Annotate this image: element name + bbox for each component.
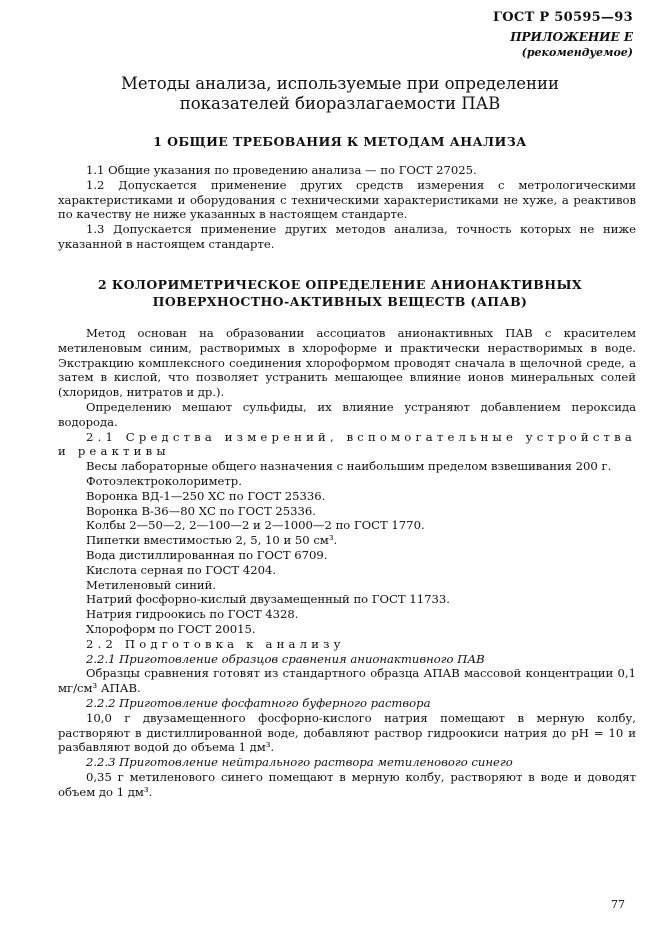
- clause-2-1-heading: 2.1 Средства измерений, вспомогательные устройства и реактивы: [58, 429, 636, 459]
- interference-note: Определению мешают сульфиды, их влияние устраняют добавлением пероксида водорода.: [58, 399, 636, 429]
- page-number: 77: [611, 898, 625, 911]
- equipment-item: Колбы 2—50—2, 2—100—2 и 2—1000—2 по ГОСТ 1770.: [86, 518, 425, 533]
- equipment-item: Натрия гидроокись по ГОСТ 4328.: [86, 607, 299, 622]
- section-2-body: [58, 326, 636, 800]
- clause-1-2: 1.2 Допускается применение других средств измерения с метрологическими характеристиками и оборудования с техническими характеристиками не хуже, а реактивов по качеству не ниже указанных в настоящем стандарте.: [58, 177, 636, 222]
- section-1-body: [58, 163, 636, 252]
- equipment-item: Кислота серная по ГОСТ 4204.: [86, 562, 277, 577]
- equipment-item: Вода дистиллированная по ГОСТ 6709.: [86, 547, 328, 562]
- equipment-item: Пипетки вместимостью 2, 5, 10 и 50 см³.: [86, 533, 338, 548]
- equipment-item: Весы лабораторные общего назначения с наибольшим пределом взвешивания 200 г.: [86, 459, 612, 474]
- clause-2-2-1-text: Образцы сравнения готовят из стандартного образца АПАВ массовой концентрации 0,1 мг/см³ АПАВ.: [58, 666, 636, 696]
- clause-2-2-heading: 2.2 Подготовка к анализу: [86, 636, 345, 651]
- equipment-item: Хлороформ по ГОСТ 20015.: [86, 621, 256, 636]
- section-2-title-line-1: 2 КОЛОРИМЕТРИЧЕСКОЕ ОПРЕДЕЛЕНИЕ АНИОНАКТИВНЫХ: [98, 277, 582, 292]
- equipment-item: Воронка В-36—80 ХС по ГОСТ 25336.: [86, 503, 316, 518]
- clause-2-2-2-text: 10,0 г двузамещенного фосфорно-кислого натрия помещают в мерную колбу, растворяют в дистиллированной воде, добавляют раствор гидроокиси натрия до рН = 10 и разбавляют водой до объема 1 дм³.: [58, 710, 636, 755]
- clause-2-2-3-heading: 2.2.3 Приготовление нейтрального раствора метиленового синего: [86, 755, 513, 770]
- document-title: [40, 74, 640, 114]
- standard-designation: ГОСТ Р 50595—93: [493, 10, 633, 25]
- appendix-label: [510, 30, 633, 60]
- section-2-title-line-2: ПОВЕРХНОСТНО-АКТИВНЫХ ВЕЩЕСТВ (АПАВ): [152, 294, 528, 309]
- equipment-item: Метиленовый синий.: [86, 577, 217, 592]
- equipment-item: Фотоэлектроколориметр.: [86, 473, 242, 488]
- clause-2-2-3-text: 0,35 г метиленового синего помещают в мерную колбу, растворяют в воде и доводят объем до 1 дм³.: [58, 769, 636, 799]
- clause-2-2-1-heading: 2.2.1 Приготовление образцов сравнения анионактивного ПАВ: [86, 651, 485, 666]
- appendix-note: (рекомендуемое): [521, 46, 633, 59]
- clause-1-3: 1.3 Допускается применение других методов анализа, точность которых не ниже указанной в настоящем стандарте.: [58, 222, 636, 251]
- clause-2-2-2-heading: 2.2.2 Приготовление фосфатного буферного раствора: [86, 695, 431, 710]
- title-line-2: показателей биоразлагаемости ПАВ: [179, 94, 501, 113]
- method-description: Метод основан на образовании ассоциатов анионактивных ПАВ с красителем метиленовым синим, растворимых в хлороформе и практически нерастворимых в воде. Экстракцию комплексного соединения хлороформом проводят сначала в щелочной среде, а затем в кислой, что позволяет устранить мешающее влияние ионов минеральных солей (хлоридов, нитратов и др.).: [58, 326, 636, 400]
- equipment-item: Натрий фосфорно-кислый двузамещенный по ГОСТ 11733.: [86, 592, 450, 607]
- section-1-title: 1 ОБЩИЕ ТРЕБОВАНИЯ К МЕТОДАМ АНАЛИЗА: [153, 134, 527, 149]
- title-line-1: Методы анализа, используемые при определении: [120, 74, 560, 93]
- equipment-item: Воронка ВД-1—250 ХС по ГОСТ 25336.: [86, 488, 326, 503]
- clause-1-1: 1.1 Общие указания по проведению анализа — по ГОСТ 27025.: [86, 163, 477, 177]
- appendix-title: ПРИЛОЖЕНИЕ Е: [510, 30, 633, 44]
- section-2-title: [40, 276, 640, 310]
